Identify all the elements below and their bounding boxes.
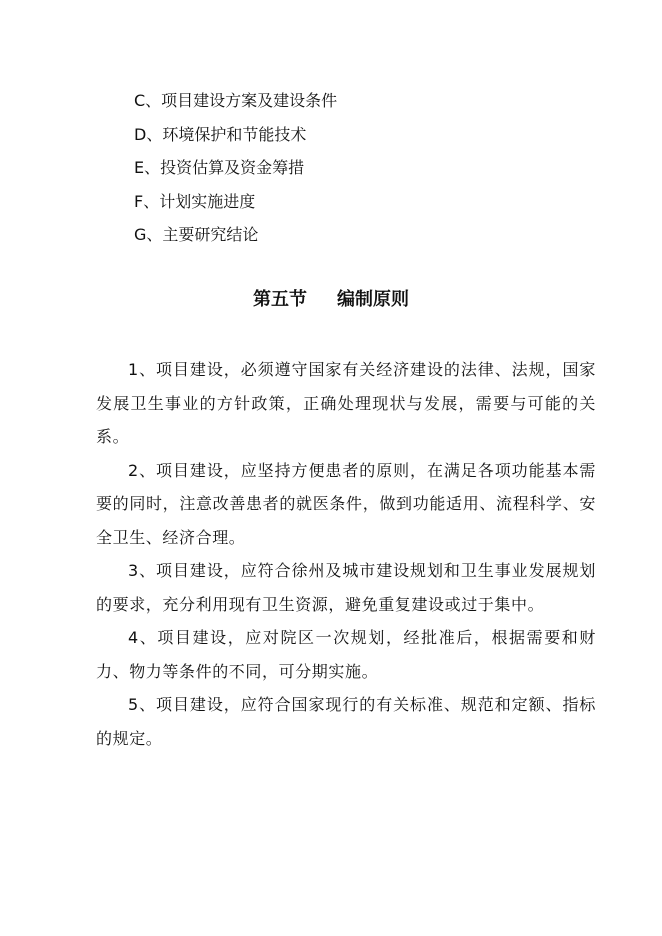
paragraph-3: 3、项目建设，应符合徐州及城市建设规划和卫生事业发展规划的要求，充分利用现有卫生资源，避免重复建设或过于集中。	[96, 561, 596, 614]
paragraph-1: 1、项目建设，必须遵守国家有关经济建设的法律、法规，国家发展卫生事业的方针政策，正确处理现状与发展，需要与可能的关系。	[96, 360, 596, 446]
list-item-g: G、主要研究结论	[134, 225, 259, 244]
paragraph-5: 5、项目建设，应符合国家现行的有关标准、规范和定额、指标的规定。	[96, 695, 596, 748]
list-item-d: D、环境保护和节能技术	[134, 124, 307, 144]
list-item-c: C、项目建设方案及建设条件	[134, 91, 338, 110]
section-body	[96, 353, 596, 755]
paragraph-2: 2、项目建设，应坚持方便患者的原则，在满足各项功能基本需要的同时，注意改善患者的就医条件，做到功能适用、流程科学、安全卫生、经济合理。	[96, 460, 596, 547]
list-item-f: F、计划实施进度	[134, 191, 256, 211]
paragraph-4: 4、项目建设，应对院区一次规划，经批准后，根据需要和财力、物力等条件的不同，可分期实施。	[96, 628, 596, 681]
section-title: 编制原则	[337, 289, 409, 310]
list-item-e: E、投资估算及资金筹措	[134, 158, 305, 177]
section-number: 第五节	[253, 289, 307, 310]
section-heading	[0, 286, 662, 314]
content-list	[134, 88, 337, 256]
